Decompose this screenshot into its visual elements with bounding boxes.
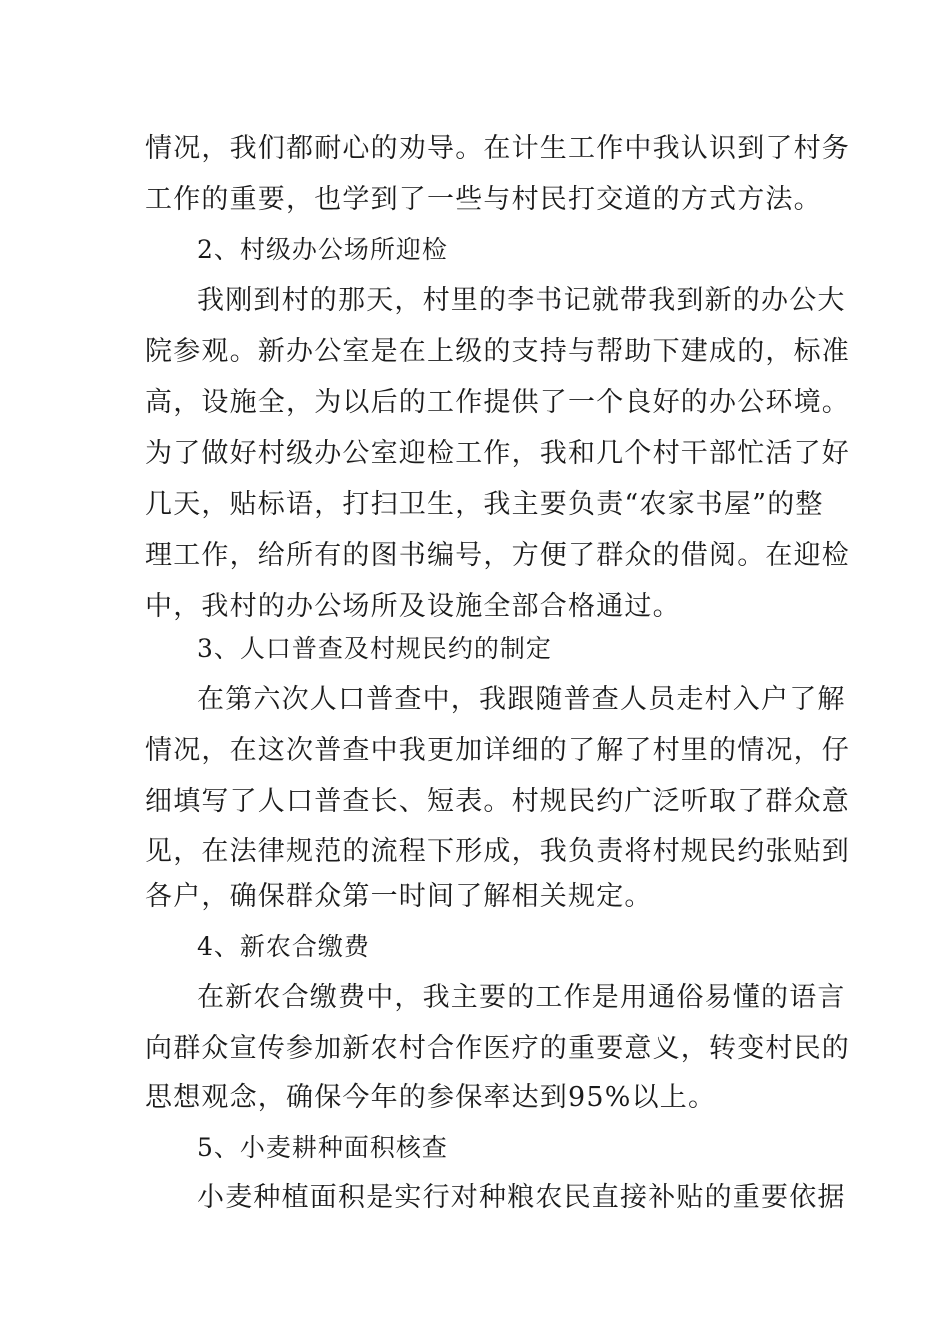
text-line: 为了做好村级办公室迎检工作，我和几个村干部忙活了好 xyxy=(145,438,850,469)
text-line: 工作的重要，也学到了一些与村民打交道的方式方法。 xyxy=(145,184,822,215)
text-line: 院参观。新办公室是在上级的支持与帮助下建成的，标准 xyxy=(145,336,850,367)
text-line: 在第六次人口普查中，我跟随普查人员走村入户了解 xyxy=(197,684,846,715)
text-line: 见，在法律规范的流程下形成，我负责将村规民约张贴到 xyxy=(145,836,850,867)
text-line: 中，我村的办公场所及设施全部合格通过。 xyxy=(145,591,681,622)
text-line: 我刚到村的那天，村里的李书记就带我到新的办公大 xyxy=(197,285,846,316)
section-heading: 3、人口普查及村规民约的制定 xyxy=(197,634,552,663)
text-line: 细填写了人口普查长、短表。村规民约广泛听取了群众意 xyxy=(145,786,850,817)
text-line: 情况，在这次普查中我更加详细的了解了村里的情况，仔 xyxy=(145,735,850,766)
text-line: 情况，我们都耐心的劝导。在计生工作中我认识到了村务 xyxy=(145,133,850,164)
text-line: 各户，确保群众第一时间了解相关规定。 xyxy=(145,881,653,912)
section-heading: 4、新农合缴费 xyxy=(197,932,370,961)
text-line: 小麦种植面积是实行对种粮农民直接补贴的重要依据 xyxy=(197,1182,846,1213)
text-line: 高，设施全，为以后的工作提供了一个良好的办公环境。 xyxy=(145,387,850,418)
text-line: 理工作，给所有的图书编号，方便了群众的借阅。在迎检 xyxy=(145,540,850,571)
text-line: 在新农合缴费中，我主要的工作是用通俗易懂的语言 xyxy=(197,982,846,1013)
text-line: 思想观念，确保今年的参保率达到95%以上。 xyxy=(145,1082,717,1113)
section-heading: 5、小麦耕种面积核查 xyxy=(197,1133,448,1162)
text-line: 几天，贴标语，打扫卫生，我主要负责“农家书屋”的整 xyxy=(145,489,824,520)
section-heading: 2、村级办公场所迎检 xyxy=(197,235,448,264)
text-line: 向群众宣传参加新农村合作医疗的重要意义，转变村民的 xyxy=(145,1033,850,1064)
